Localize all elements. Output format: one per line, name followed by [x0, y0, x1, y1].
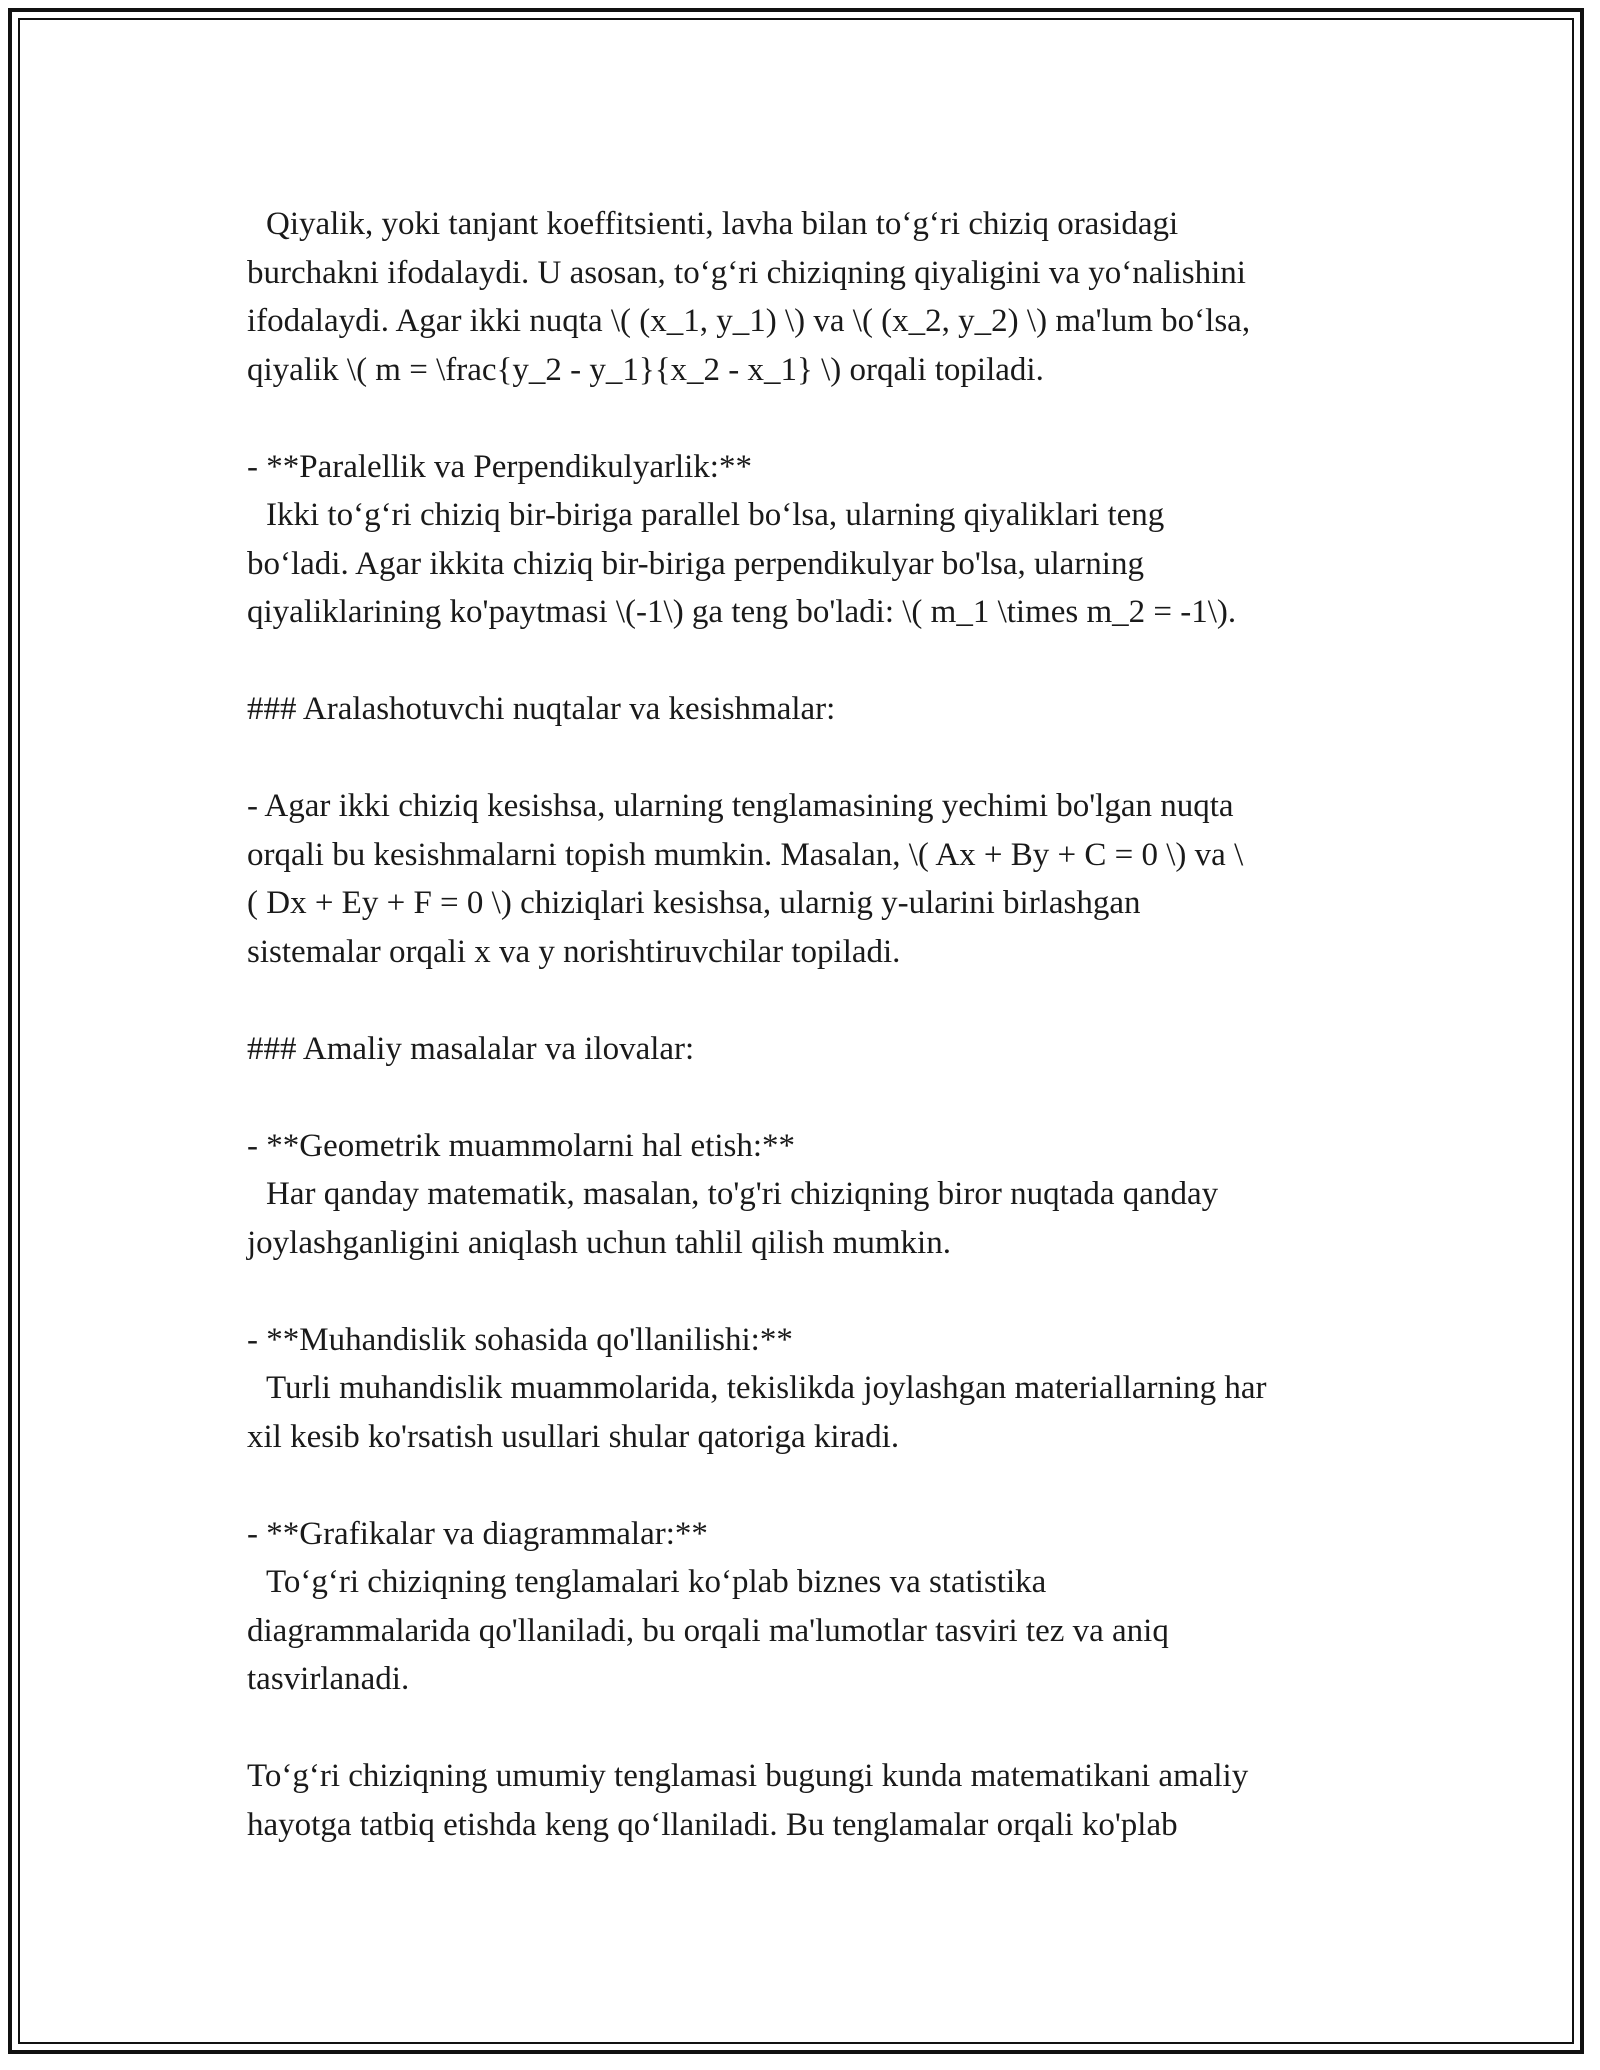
paragraph-engineering	[247, 1316, 1387, 1462]
section-heading-applications	[247, 1025, 1387, 1074]
bullet-heading: - **Paralellik va Perpendikulyarlik:**	[247, 448, 752, 485]
section-heading-intersections	[247, 685, 1387, 734]
text-line: sistemalar orqali x va y norishtiruvchilar topiladi.	[247, 933, 901, 970]
text-line: burchakni ifodalaydi. U asosan, to‘g‘ri chiziqning qiyaligini va yo‘nalishini	[247, 254, 1246, 291]
document-body	[247, 200, 1387, 1898]
paragraph-intersections	[247, 782, 1387, 976]
text-line: Ikki to‘g‘ri chiziq bir-biriga parallel bo‘lsa, ularning qiyaliklari teng	[266, 497, 1165, 533]
text-line: orqali bu kesishmalarni topish mumkin. Masalan, \( Ax + By + C = 0 \) va \	[247, 836, 1244, 873]
text-line: - Agar ikki chiziq kesishsa, ularning tenglamasining yechimi bo'lgan nuqta	[247, 788, 1234, 824]
text-line: diagrammalarida qo'llaniladi, bu orqali ma'lumotlar tasviri tez va aniq	[247, 1612, 1169, 1649]
text-line: To‘g‘ri chiziqning tenglamalari ko‘plab biznes va statistika	[266, 1564, 1047, 1600]
text-line: Qiyalik, yoki tanjant koeffitsienti, lavha bilan to‘g‘ri chiziq orasidagi	[266, 206, 1179, 242]
text-line: bo‘ladi. Agar ikkita chiziq bir-biriga perpendikulyar bo'lsa, ularning	[247, 545, 1144, 582]
bullet-heading: - **Muhandislik sohasida qo'llanilishi:**	[247, 1321, 793, 1358]
text-line: hayotga tatbiq etishda keng qo‘llaniladi. Bu tenglamalar orqali ko'plab	[247, 1806, 1178, 1843]
section-heading: ### Aralashotuvchi nuqtalar va kesishmalar:	[247, 691, 836, 727]
text-line: ifodalaydi. Agar ikki nuqta \( (x_1, y_1) \) va \( (x_2, y_2) \) ma'lum bo‘lsa,	[247, 303, 1251, 339]
section-heading: ### Amaliy masalalar va ilovalar:	[247, 1030, 695, 1067]
text-line: To‘g‘ri chiziqning umumiy tenglamasi bugungi kunda matematikani amaliy	[247, 1758, 1249, 1794]
bullet-heading: - **Geometrik muammolarni hal etish:**	[247, 1127, 796, 1164]
paragraph-parallel	[247, 443, 1387, 637]
text-line: xil kesib ko'rsatish usullari shular qatoriga kiradi.	[247, 1418, 900, 1455]
paragraph-geometric	[247, 1122, 1387, 1268]
text-line: Har qanday matematik, masalan, to'g'ri chiziqning biror nuqtada qanday	[266, 1176, 1219, 1212]
text-line: ( Dx + Ey + F = 0 \) chiziqlari kesishsa, ularnig y-ularini birlashgan	[247, 885, 1141, 921]
page-border	[8, 8, 1584, 2054]
text-line: joylashganligini aniqlash uchun tahlil qilish mumkin.	[247, 1224, 951, 1261]
paragraph-graphics	[247, 1510, 1387, 1704]
text-line: qiyaliklarining ko'paytmasi \(-1\) ga teng bo'ladi: \( m_1 \times m_2 = -1\).	[247, 594, 1237, 630]
bullet-heading: - **Grafikalar va diagrammalar:**	[247, 1515, 708, 1552]
paragraph-slope	[247, 200, 1387, 394]
text-line: Turli muhandislik muammolarida, tekislikda joylashgan materiallarning har	[266, 1370, 1267, 1406]
text-line: qiyalik \( m = \frac{y_2 - y_1}{x_2 - x_1} \) orqali topiladi.	[247, 351, 1044, 388]
text-line: tasvirlanadi.	[247, 1661, 410, 1697]
paragraph-conclusion	[247, 1752, 1387, 1849]
